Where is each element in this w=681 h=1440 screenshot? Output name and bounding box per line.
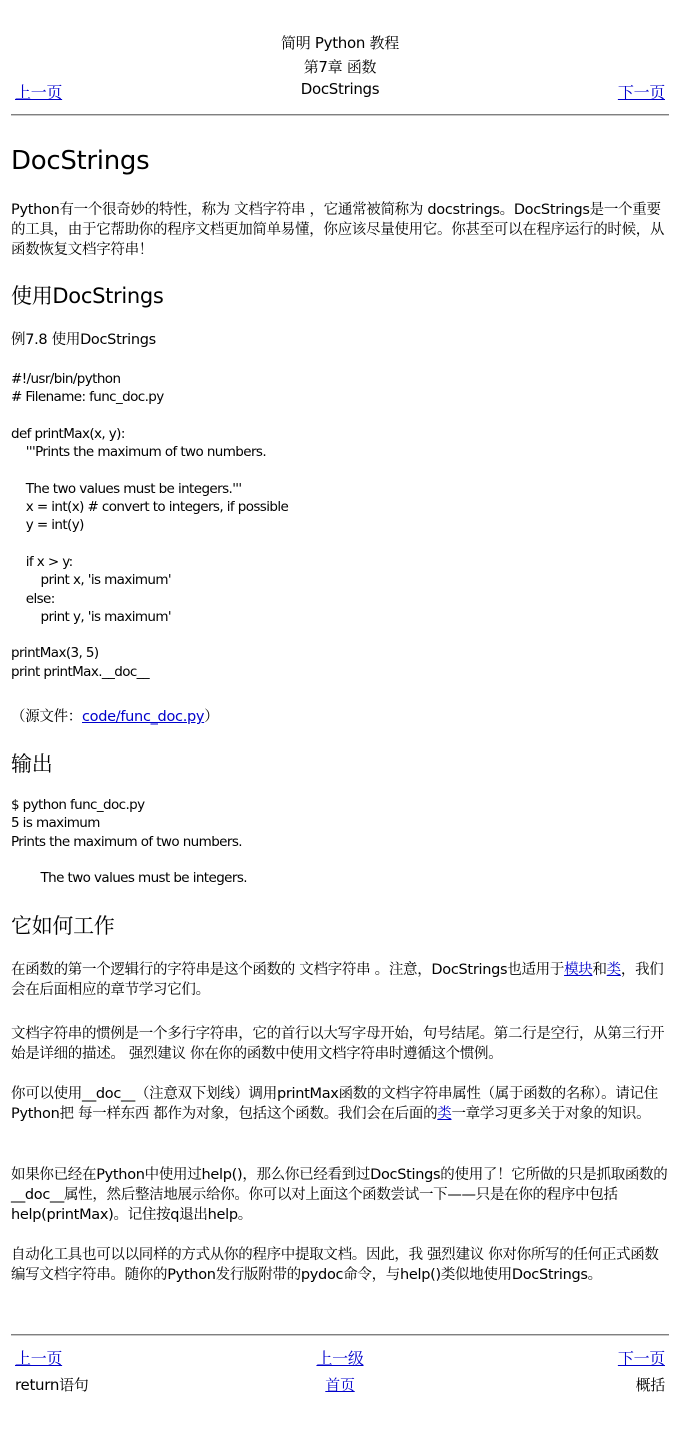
p3-text-a: 你可以使用__doc__（注意双下划线）调用printMax函数的文档字符串属性（属于函数的名称）。请记住Python把 每一样东西 都作为对象，包括这个函数。我们会在后面的	[11, 1086, 658, 1122]
header-divider	[11, 114, 669, 116]
section-title: DocStrings	[300, 80, 380, 98]
header-prev-link[interactable]: 上一页	[15, 83, 63, 102]
footer-up-link[interactable]: 上一级	[316, 1349, 364, 1368]
paragraph-how-1	[11, 960, 669, 1000]
section-heading-how: 它如何工作	[11, 914, 115, 938]
output-block: $ python func_doc.py 5 is maximum Prints the maximum of two numbers. The two values must be integers.	[11, 797, 247, 887]
source-file-line	[11, 705, 218, 726]
code-block: #!/usr/bin/python # Filename: func_doc.py def printMax(x, y): '''Prints the maximum of two numbers. The two values must be integers.''' x = int(x) # convert to integers, if possible y = int(y) if x > y: print x, 'is maximum' else: print y, 'is maximum' printMax(3, 5) print printMax.__doc__	[11, 371, 289, 680]
module-link[interactable]: 模块	[564, 962, 593, 978]
paragraph-how-4: 如果你已经在Python中使用过help()，那么你已经看到过DocStings的使用了！它所做的只是抓取函数的__doc__属性，然后整洁地展示给你。你可以对上面这个函数尝试一下——只是在你的程序中包括help(printMax)。记住按q退出help。	[11, 1167, 668, 1223]
section-heading-output: 输出	[11, 752, 53, 776]
chapter-title: 第7章 函数	[303, 58, 377, 76]
p1-text-a: 在函数的第一个逻辑行的字符串是这个函数的 文档字符串 。注意，DocStrings也适用于	[11, 962, 565, 978]
p1-text-b: 和	[592, 962, 607, 978]
footer-next-title: 概括	[635, 1376, 665, 1394]
paragraph-how-3	[11, 1084, 669, 1124]
footer-divider	[11, 1334, 669, 1336]
p1-text-c: ，我们会在后面相应的章节学习它们。	[11, 962, 664, 998]
section-heading-use: 使用DocStrings	[11, 284, 164, 308]
p3-text-b: 一章学习更多关于对象的知识。	[451, 1106, 651, 1122]
page-title: DocStrings	[11, 146, 150, 176]
footer-home-link[interactable]: 首页	[325, 1376, 355, 1394]
source-prefix: （源文件：	[11, 709, 82, 725]
source-file-link[interactable]: code/func_doc.py	[82, 709, 205, 725]
book-title: 简明 Python 教程	[281, 34, 399, 52]
class-link[interactable]: 类	[606, 962, 621, 978]
intro-paragraph: Python有一个很奇妙的特性，称为 文档字符串 ，它通常被简称为 docstrings。DocStrings是一个重要的工具，由于它帮助你的程序文档更加简单易懂，你应该尽量使用它。你甚至可以在程序运行的时候，从函数恢复文档字符串！	[11, 202, 665, 258]
paragraph-how-2: 文档字符串的惯例是一个多行字符串，它的首行以大写字母开始，句号结尾。第二行是空行，从第三行开始是详细的描述。 强烈建议 你在你的函数中使用文档字符串时遵循这个惯例。	[11, 1026, 665, 1062]
footer-prev-title: return语句	[15, 1376, 89, 1394]
paragraph-how-5: 自动化工具也可以以同样的方式从你的程序中提取文档。因此，我 强烈建议 你对你所写的任何正式函数编写文档字符串。随你的Python发行版附带的pydoc命令，与help()类似地使用DocStrings。	[11, 1247, 659, 1283]
class-chapter-link[interactable]: 类	[437, 1106, 452, 1122]
source-suffix: ）	[204, 709, 219, 725]
header-next-link[interactable]: 下一页	[617, 83, 665, 102]
footer-prev-link[interactable]: 上一页	[15, 1349, 63, 1368]
example-caption: 例7.8 使用DocStrings	[11, 332, 156, 348]
footer-next-link[interactable]: 下一页	[617, 1349, 665, 1368]
